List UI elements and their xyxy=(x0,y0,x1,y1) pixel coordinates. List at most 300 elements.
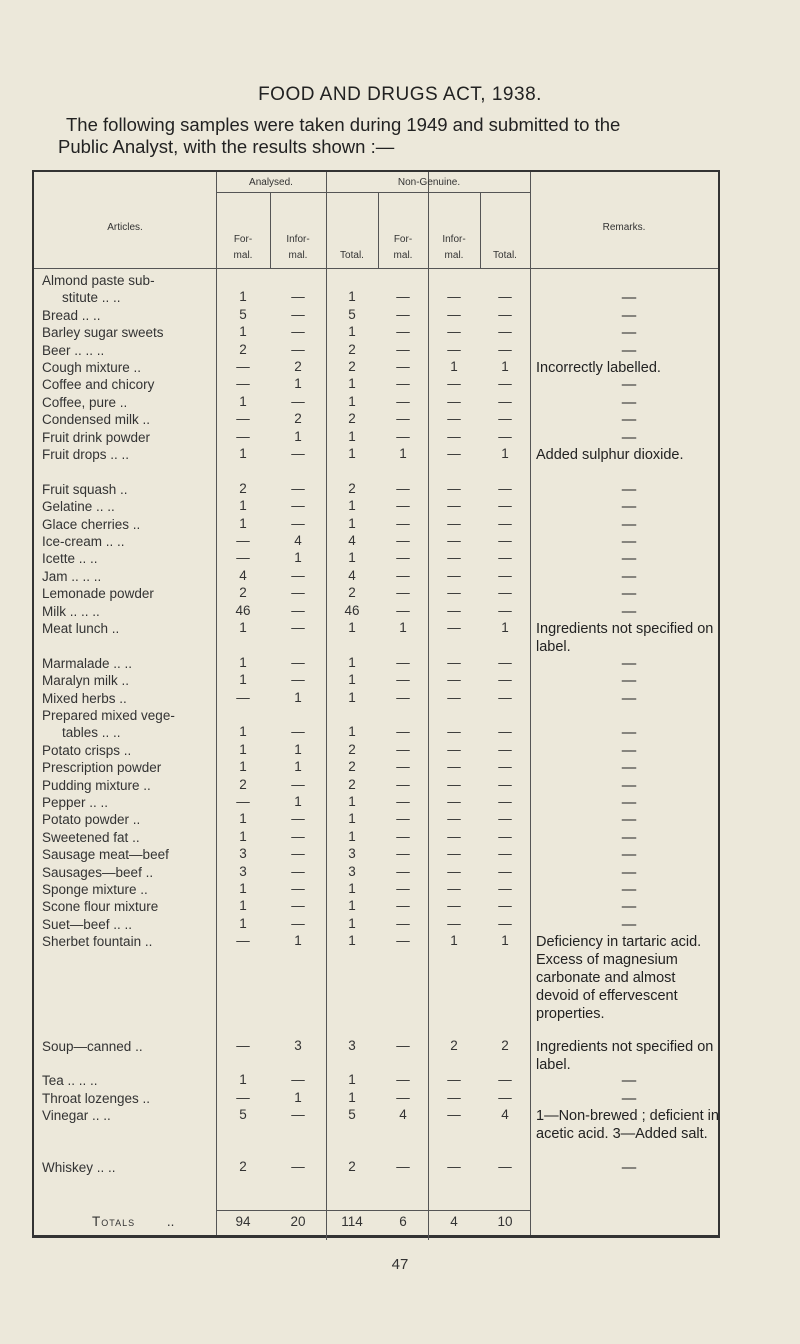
cell-n-f: — xyxy=(396,411,410,427)
cell-a-t: 1 xyxy=(348,428,356,444)
cell-a-f: — xyxy=(236,533,250,548)
cell-a-i: — xyxy=(291,324,305,340)
remarks-cell: — xyxy=(621,847,637,864)
cell-a-i: 2 xyxy=(294,359,302,374)
cell-n-f: — xyxy=(396,1159,410,1175)
cell-a-t: 2 xyxy=(348,341,356,357)
cell-a-i: 1 xyxy=(294,759,302,775)
remarks-cell: 1—Non-brewed ; deficient in acetic acid. 3—Added salt. xyxy=(536,1108,719,1143)
remarks-cell: — xyxy=(621,690,637,707)
article-name xyxy=(42,742,131,759)
cell-a-f: 1 xyxy=(239,324,247,340)
cell-n-f: — xyxy=(396,428,410,444)
remarks-cell: — xyxy=(621,777,637,794)
cell-a-f: 4 xyxy=(239,567,247,583)
cell-n-t: — xyxy=(498,533,512,548)
cell-a-t: 1 xyxy=(348,689,356,705)
cell-n-t: — xyxy=(498,846,512,862)
cell-n-f: — xyxy=(396,306,410,322)
cell-a-f: 1 xyxy=(239,811,247,827)
cell-n-t: — xyxy=(498,393,512,409)
cell-a-i: — xyxy=(291,881,305,896)
remarks-cell: — xyxy=(621,499,637,516)
cell-a-f: 1 xyxy=(239,515,247,531)
header-rule xyxy=(34,268,718,269)
page-title: FOOD AND DRUGS ACT, 1938. xyxy=(258,84,542,105)
remarks-cell: — xyxy=(621,412,637,429)
cell-a-f: 1 xyxy=(239,759,247,775)
cell-a-t: 1 xyxy=(348,724,356,740)
article-line: Scone flour mixture xyxy=(42,899,159,915)
cell-a-f: — xyxy=(236,359,250,374)
totals-text: Totals xyxy=(92,1214,136,1229)
cell-n-i: — xyxy=(447,341,461,357)
article-name xyxy=(42,516,140,533)
article-line: Mixed herbs .. xyxy=(42,690,127,706)
article-line: Throat lozenges .. xyxy=(42,1090,151,1106)
cell-n-f: — xyxy=(396,515,410,531)
article-line: tables .. .. xyxy=(62,725,121,741)
cell-n-t: — xyxy=(498,567,512,583)
cell-n-f: — xyxy=(396,585,410,601)
cell-n-i: — xyxy=(447,915,461,931)
cell-a-i: — xyxy=(291,672,305,688)
cell-a-f: 1 xyxy=(239,289,247,305)
cell-a-t: 2 xyxy=(348,411,356,427)
remarks-cell: — xyxy=(621,864,637,881)
article-line: Potato crisps .. xyxy=(42,742,132,758)
cell-n-t: — xyxy=(498,881,512,896)
cell-n-t: 2 xyxy=(501,1037,509,1053)
cell-a-i: 1 xyxy=(294,376,302,392)
article-line: Fruit drops .. .. xyxy=(42,447,130,462)
cell-a-f: — xyxy=(236,689,250,705)
article-line: Cough mixture .. xyxy=(42,360,142,375)
cell-a-i: — xyxy=(291,828,305,844)
article-name xyxy=(42,811,140,828)
cell-a-f: 5 xyxy=(239,1107,247,1123)
cell-a-f: 1 xyxy=(239,1072,247,1088)
total-nongenuine-total: 10 xyxy=(497,1214,513,1229)
cell-n-i: — xyxy=(447,846,461,862)
cell-a-t: 1 xyxy=(348,515,356,531)
cell-a-i: — xyxy=(291,289,305,305)
cell-a-f: 2 xyxy=(239,585,247,601)
article-name xyxy=(42,550,98,567)
article-line: Coffee, pure .. xyxy=(42,394,128,410)
cell-a-t: 1 xyxy=(348,898,356,914)
cell-n-i: — xyxy=(447,306,461,322)
cell-a-f: 1 xyxy=(239,620,247,635)
article-name xyxy=(42,585,154,602)
article-line: Jam .. .. .. xyxy=(42,568,102,584)
remarks-cell: — xyxy=(621,586,637,603)
article-name xyxy=(42,777,151,794)
header-formal-analysed xyxy=(216,232,270,264)
cell-a-t: 1 xyxy=(348,1089,356,1105)
cell-n-f: — xyxy=(396,498,410,514)
cell-a-f: 1 xyxy=(239,672,247,688)
cell-a-t: 2 xyxy=(348,359,356,374)
article-line: Meat lunch .. xyxy=(42,621,120,636)
cell-n-f: — xyxy=(396,324,410,340)
cell-n-i: — xyxy=(447,620,461,635)
totals-rule xyxy=(216,1210,530,1211)
cell-a-t: 1 xyxy=(348,498,356,514)
cell-a-f: 1 xyxy=(239,446,247,461)
article-line: Prescription powder xyxy=(42,760,162,776)
cell-n-i: — xyxy=(447,863,461,879)
cell-n-f: 4 xyxy=(399,1107,407,1123)
cell-n-i: — xyxy=(447,480,461,496)
article-line: Lemonade powder xyxy=(42,586,154,602)
cell-n-i: — xyxy=(447,393,461,409)
cell-a-t: 2 xyxy=(348,585,356,601)
article-line: Coffee and chicory xyxy=(42,377,155,393)
cell-a-f: 1 xyxy=(239,654,247,670)
cell-a-t: 1 xyxy=(348,794,356,809)
remarks-cell: — xyxy=(621,725,637,742)
cell-n-t: — xyxy=(498,515,512,531)
article-name xyxy=(42,498,115,515)
cell-a-t: 2 xyxy=(348,480,356,496)
article-line: Marmalade .. .. xyxy=(42,655,133,671)
article-name xyxy=(42,1159,116,1176)
cell-a-i: — xyxy=(291,515,305,531)
cell-a-t: 1 xyxy=(348,446,356,461)
intro-line-1: The following samples were taken during 1949 and submitted to the xyxy=(66,114,621,135)
cell-n-t: — xyxy=(498,689,512,705)
cell-a-t: 1 xyxy=(348,324,356,340)
cell-n-f: — xyxy=(396,550,410,566)
cell-n-t: — xyxy=(498,550,512,566)
cell-n-t: — xyxy=(498,794,512,809)
header-formal-nongenuine xyxy=(378,232,428,264)
cell-a-t: 1 xyxy=(348,933,356,949)
cell-a-f: 1 xyxy=(239,724,247,740)
cell-n-f: — xyxy=(396,846,410,862)
cell-n-f: — xyxy=(396,567,410,583)
cell-n-t: — xyxy=(498,498,512,514)
cell-a-i: — xyxy=(291,1072,305,1088)
header-total-analysed: Total. xyxy=(340,250,364,261)
article-line: Milk .. .. .. xyxy=(42,603,100,619)
cell-n-i: — xyxy=(447,533,461,548)
cell-a-f: 3 xyxy=(239,846,247,862)
remarks-cell: Ingredients not specified on label. xyxy=(536,621,714,655)
cell-a-f: — xyxy=(236,1037,250,1053)
article-name xyxy=(42,324,164,341)
samples-table xyxy=(32,170,720,1238)
cell-n-t: — xyxy=(498,306,512,322)
cell-n-t: 1 xyxy=(501,359,509,374)
cell-n-t: 1 xyxy=(501,446,509,461)
cell-n-f: 1 xyxy=(399,620,407,635)
header-remarks: Remarks. xyxy=(602,222,646,233)
cell-n-t: 1 xyxy=(501,933,509,949)
article-line: Glace cherries .. xyxy=(42,516,141,532)
header-articles: Articles. xyxy=(107,222,143,233)
article-name xyxy=(42,411,150,428)
cell-n-i: — xyxy=(447,898,461,914)
article-line: Whiskey .. .. xyxy=(42,1160,116,1176)
cell-a-f: 2 xyxy=(239,480,247,496)
cell-n-f: 1 xyxy=(399,446,407,461)
cell-n-i: — xyxy=(447,811,461,827)
cell-a-t: 3 xyxy=(348,846,356,862)
article-name xyxy=(42,794,108,811)
cell-n-i: 2 xyxy=(450,1037,458,1053)
cell-a-i: — xyxy=(291,863,305,879)
cell-n-t: — xyxy=(498,428,512,444)
cell-a-t: 1 xyxy=(348,376,356,392)
article-line: Bread .. .. xyxy=(42,307,101,323)
cell-n-f: — xyxy=(396,915,410,931)
article-name xyxy=(42,446,129,463)
article-line: Fruit squash .. xyxy=(42,481,128,497)
header-rule xyxy=(216,192,530,193)
article-name xyxy=(42,342,104,359)
article-name xyxy=(42,1072,98,1089)
cell-a-f: 1 xyxy=(239,393,247,409)
cell-a-i: — xyxy=(291,585,305,601)
remarks-cell: — xyxy=(621,377,637,394)
article-name xyxy=(42,1107,111,1124)
cell-a-t: 3 xyxy=(348,1037,356,1053)
total-analysed-formal: 94 xyxy=(235,1214,251,1229)
cell-a-t: 4 xyxy=(348,533,356,548)
article-name xyxy=(42,864,153,881)
remarks-cell: — xyxy=(621,307,637,324)
remarks-cell: — xyxy=(621,429,637,446)
cell-a-i: 1 xyxy=(294,550,302,566)
column-rule xyxy=(326,172,327,1240)
header-text: Infor- xyxy=(442,234,466,245)
cell-n-f: — xyxy=(396,393,410,409)
remarks-cell: Added sulphur dioxide. xyxy=(536,447,684,463)
cell-a-f: 1 xyxy=(239,828,247,844)
cell-n-i: — xyxy=(447,724,461,740)
column-rule xyxy=(428,172,429,1240)
remarks-cell: — xyxy=(621,760,637,777)
cell-n-t: — xyxy=(498,898,512,914)
article-name xyxy=(42,429,150,446)
remarks-cell: — xyxy=(621,742,637,759)
cell-n-f: — xyxy=(396,759,410,775)
cell-n-t: — xyxy=(498,776,512,792)
cell-n-f: — xyxy=(396,1037,410,1053)
article-line: Pepper .. .. xyxy=(42,795,109,810)
cell-n-f: — xyxy=(396,533,410,548)
cell-n-f: — xyxy=(396,672,410,688)
cell-n-t: — xyxy=(498,741,512,757)
article-name xyxy=(42,759,161,776)
cell-n-f: — xyxy=(396,776,410,792)
column-rule xyxy=(530,172,531,1235)
total-nongenuine-informal: 4 xyxy=(450,1214,458,1229)
header-text: Infor- xyxy=(286,234,310,245)
cell-n-i: 1 xyxy=(450,933,458,949)
cell-a-f: 46 xyxy=(235,602,251,618)
header-text: For- xyxy=(233,234,253,245)
cell-a-f: 5 xyxy=(239,306,247,322)
remarks-cell: Incorrectly labelled. xyxy=(536,360,661,376)
article-line: Prepared mixed vege- xyxy=(42,708,175,723)
cell-n-t: — xyxy=(498,376,512,392)
article-name xyxy=(42,307,101,324)
header-text: mal. xyxy=(393,250,413,261)
cell-n-t: — xyxy=(498,480,512,496)
cell-n-i: 1 xyxy=(450,359,458,374)
article-line: Pudding mixture .. xyxy=(42,777,151,793)
cell-n-i: — xyxy=(447,602,461,618)
cell-a-f: — xyxy=(236,428,250,444)
header-informal-analysed xyxy=(270,232,326,264)
cell-n-f: — xyxy=(396,933,410,949)
article-line: Potato powder .. xyxy=(42,812,141,828)
cell-n-i: — xyxy=(447,689,461,705)
cell-n-t: — xyxy=(498,811,512,827)
cell-n-i: — xyxy=(447,1089,461,1105)
total-analysed-total: 114 xyxy=(341,1214,363,1229)
cell-a-t: 1 xyxy=(348,654,356,670)
cell-a-t: 1 xyxy=(348,393,356,409)
cell-a-t: 2 xyxy=(348,741,356,757)
cell-n-i: — xyxy=(447,446,461,461)
cell-n-f: — xyxy=(396,602,410,618)
cell-n-t: — xyxy=(498,289,512,305)
article-line: Fruit drink powder xyxy=(42,429,151,445)
cell-n-t: — xyxy=(498,759,512,775)
cell-n-f: — xyxy=(396,898,410,914)
cell-n-f: — xyxy=(396,863,410,879)
header-total-nongenuine: Total. xyxy=(493,250,517,261)
cell-a-t: 2 xyxy=(348,759,356,775)
cell-n-t: 1 xyxy=(501,620,509,635)
cell-a-i: — xyxy=(291,898,305,914)
article-line: Tea .. .. .. xyxy=(42,1073,98,1089)
cell-a-t: 1 xyxy=(348,672,356,688)
cell-a-i: 1 xyxy=(294,741,302,757)
remarks-cell: — xyxy=(621,1090,637,1107)
article-name xyxy=(42,272,155,307)
cell-a-i: 2 xyxy=(294,411,302,427)
cell-n-f: — xyxy=(396,794,410,809)
cell-a-f: — xyxy=(236,794,250,809)
column-rule xyxy=(216,172,217,1235)
cell-a-i: 1 xyxy=(294,428,302,444)
article-name xyxy=(42,846,169,863)
remarks-cell: — xyxy=(621,325,637,342)
article-line: Vinegar .. .. xyxy=(42,1108,111,1124)
cell-n-i: — xyxy=(447,828,461,844)
cell-a-i: — xyxy=(291,446,305,461)
cell-n-i: — xyxy=(447,759,461,775)
cell-n-f: — xyxy=(396,741,410,757)
cell-n-i: — xyxy=(447,741,461,757)
cell-a-i: — xyxy=(291,306,305,322)
cell-n-f: — xyxy=(396,1072,410,1088)
cell-n-t: — xyxy=(498,654,512,670)
cell-a-i: — xyxy=(291,393,305,409)
cell-a-t: 5 xyxy=(348,306,356,322)
article-line: Sausages—beef .. xyxy=(42,864,154,880)
cell-n-i: — xyxy=(447,376,461,392)
header-text: mal. xyxy=(444,250,464,261)
remarks-cell: — xyxy=(621,916,637,933)
cell-a-i: 1 xyxy=(294,794,302,809)
cell-a-i: — xyxy=(291,915,305,931)
cell-a-i: — xyxy=(291,620,305,635)
remarks-cell: — xyxy=(621,481,637,498)
cell-a-t: 1 xyxy=(348,550,356,566)
remarks-cell: Deficiency in tartaric acid. Excess of magnesium carbonate and almost devoid of effervescent properties. xyxy=(536,934,702,1023)
remarks-cell: Ingredients not specified on label. xyxy=(536,1038,714,1073)
cell-a-t: 2 xyxy=(348,776,356,792)
article-line: Icette .. .. xyxy=(42,551,98,567)
article-line: stitute .. .. xyxy=(62,290,121,306)
article-name xyxy=(42,603,100,620)
page-number: 47 xyxy=(391,1256,409,1273)
intro-line-2: Public Analyst, with the results shown :— xyxy=(58,136,395,157)
article-name xyxy=(42,359,141,376)
article-line: Condensed milk .. xyxy=(42,412,151,428)
cell-n-t: — xyxy=(498,324,512,340)
cell-n-t: — xyxy=(498,828,512,844)
cell-n-t: 4 xyxy=(501,1107,509,1123)
remarks-cell: — xyxy=(621,1073,637,1090)
remarks-cell: — xyxy=(621,1160,637,1177)
article-name xyxy=(42,898,158,915)
cell-n-t: — xyxy=(498,341,512,357)
cell-a-i: — xyxy=(291,498,305,514)
cell-n-i: — xyxy=(447,550,461,566)
cell-a-i: — xyxy=(291,567,305,583)
cell-n-i: — xyxy=(447,1072,461,1088)
cell-a-t: 3 xyxy=(348,863,356,879)
cell-a-i: 1 xyxy=(294,933,302,949)
cell-a-t: 1 xyxy=(348,915,356,931)
cell-n-i: — xyxy=(447,515,461,531)
article-line: Almond paste sub- xyxy=(42,273,155,288)
cell-n-i: — xyxy=(447,881,461,896)
cell-n-t: — xyxy=(498,1072,512,1088)
remarks-cell: — xyxy=(621,812,637,829)
cell-a-t: 1 xyxy=(348,828,356,844)
article-line: Barley sugar sweets xyxy=(42,325,164,341)
header-informal-nongenuine xyxy=(428,232,480,264)
cell-n-i: — xyxy=(447,585,461,601)
cell-a-f: — xyxy=(236,1089,250,1105)
article-name xyxy=(42,933,152,950)
remarks-cell: — xyxy=(621,795,637,811)
remarks-cell: — xyxy=(621,882,637,898)
article-name xyxy=(42,881,148,898)
cell-a-f: 2 xyxy=(239,341,247,357)
remarks-cell: — xyxy=(621,394,637,411)
cell-a-t: 1 xyxy=(348,881,356,896)
cell-n-f: — xyxy=(396,689,410,705)
cell-n-i: — xyxy=(447,1107,461,1123)
cell-n-f: — xyxy=(396,828,410,844)
cell-a-f: — xyxy=(236,376,250,392)
remarks-cell: — xyxy=(621,551,637,568)
cell-n-f: — xyxy=(396,480,410,496)
totals-dots: .. xyxy=(166,1214,175,1229)
cell-n-f: — xyxy=(396,376,410,392)
cell-a-t: 1 xyxy=(348,289,356,305)
cell-n-t: — xyxy=(498,1089,512,1105)
